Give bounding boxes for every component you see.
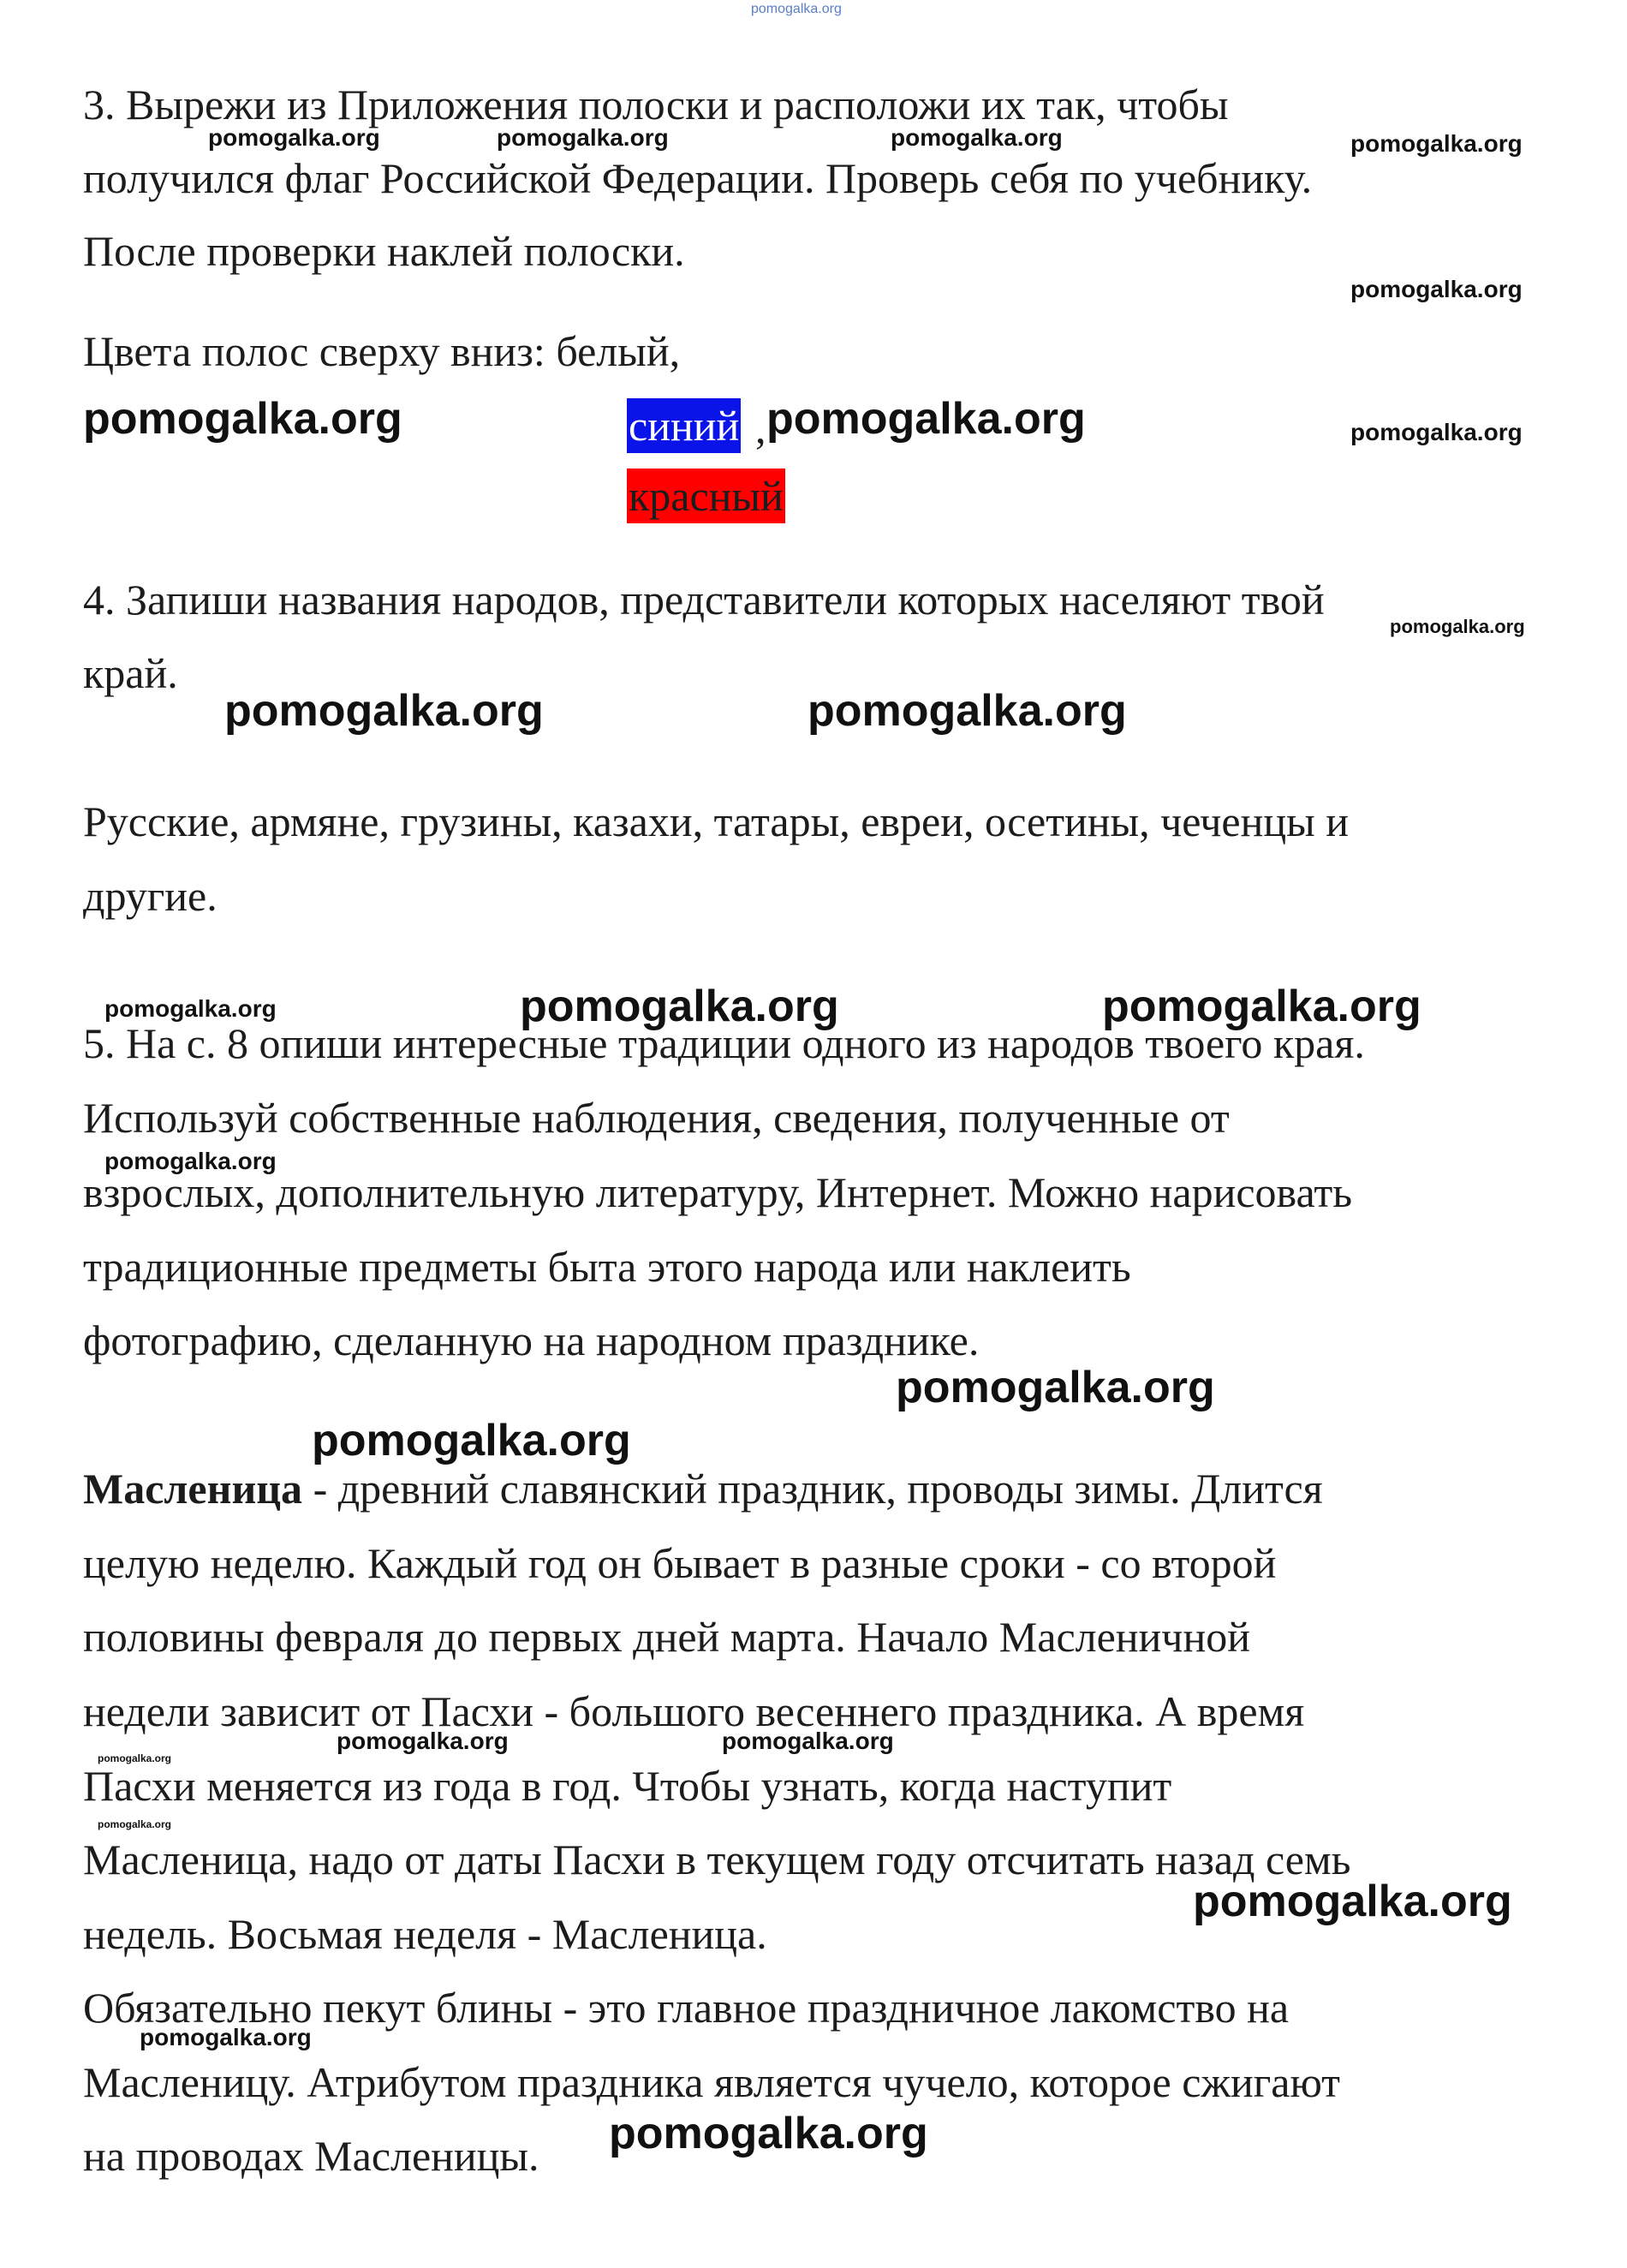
task3-answer-line: Цвета полос сверху вниз: белый, xyxy=(83,327,681,375)
watermark: pomogalka.org xyxy=(140,2024,312,2050)
watermark: pomogalka.org xyxy=(896,1363,1215,1412)
task4-answer-line-1: Русские, армяне, грузины, казахи, татары, евреи, осетины, чеченцы и xyxy=(83,797,1349,845)
watermark: pomogalka.org xyxy=(1102,982,1421,1031)
task4-line-1: 4. Запиши названия народов, представители которых населяют твой xyxy=(83,576,1325,624)
answer-line-7: недель. Восьмая неделя - Масленица. xyxy=(83,1910,767,1958)
watermark: pomogalka.org xyxy=(497,124,669,151)
watermark: pomogalka.org xyxy=(337,1728,509,1754)
answer-line-5: Пасхи меняется из года в год. Чтобы узнать, когда наступит xyxy=(83,1762,1172,1810)
comma: , xyxy=(755,404,766,452)
task4-answer-line-2: другие. xyxy=(83,872,218,920)
answer-line-9: Масленицу. Атрибутом праздника является чучело, которое сжигают xyxy=(83,2058,1340,2106)
watermark: pomogalka.org xyxy=(722,1728,894,1754)
watermark: pomogalka.org xyxy=(1350,130,1523,157)
answer-line-2: целую неделю. Каждый год он бывает в разные сроки - со второй xyxy=(83,1539,1277,1587)
answer-line-1 xyxy=(83,1463,1323,1514)
watermark: pomogalka.org xyxy=(1390,616,1525,637)
watermark: pomogalka.org xyxy=(1350,276,1523,302)
answer-line-10: на проводах Масленицы. xyxy=(83,2132,539,2180)
task5-line-3: взрослых, дополнительную литературу, Интернет. Можно нарисовать xyxy=(83,1168,1353,1216)
task5-line-4: традиционные предметы быта этого народа или наклеить xyxy=(83,1243,1131,1291)
answer-line-3: половины февраля до первых дней марта. Начало Масленичной xyxy=(83,1613,1250,1661)
watermark: pomogalka.org xyxy=(208,124,380,151)
task5-line-1: 5. На с. 8 опиши интересные традиции одного из народов твоего края. xyxy=(83,1019,1365,1067)
header-watermark: pomogalka.org xyxy=(751,2,842,16)
watermark: pomogalka.org xyxy=(104,995,277,1022)
watermark: pomogalka.org xyxy=(1350,419,1523,445)
watermark: pomogalka.org xyxy=(891,124,1063,151)
answer-line-8: Обязательно пекут блины - это главное праздничное лакомство на xyxy=(83,1984,1290,2032)
watermark: pomogalka.org xyxy=(766,394,1086,444)
task5-line-2: Используй собственные наблюдения, сведения, полученные от xyxy=(83,1094,1230,1142)
task5-line-5: фотографию, сделанную на народном празднике. xyxy=(83,1316,980,1364)
blue-stripe-label: синий xyxy=(627,398,741,453)
answer-line-4: недели зависит от Пасхи - большого весеннего праздника. А время xyxy=(83,1687,1305,1735)
watermark: pomogalka.org xyxy=(98,1818,172,1830)
watermark: pomogalka.org xyxy=(1193,1877,1512,1926)
watermark: pomogalka.org xyxy=(312,1416,631,1465)
watermark: pomogalka.org xyxy=(83,394,402,444)
answer-first-line-rest: - древний славянский праздник, проводы зимы. Длится xyxy=(302,1465,1323,1513)
task3-line-1: 3. Вырежи из Приложения полоски и расположи их так, чтобы xyxy=(83,81,1229,128)
watermark: pomogalka.org xyxy=(609,2109,928,2158)
task3-line-2: получился флаг Российской Федерации. Проверь себя по учебнику. xyxy=(83,154,1313,202)
watermark: pomogalka.org xyxy=(808,686,1127,736)
task4-line-2: край. xyxy=(83,649,178,697)
watermark: pomogalka.org xyxy=(520,982,839,1031)
watermark: pomogalka.org xyxy=(98,1752,172,1764)
answer-title: Масленица xyxy=(83,1465,303,1513)
watermark: pomogalka.org xyxy=(104,1148,277,1174)
red-stripe-label: красный xyxy=(627,469,785,523)
watermark: pomogalka.org xyxy=(224,686,544,736)
task3-line-3: После проверки наклей полоски. xyxy=(83,227,685,275)
answer-line-6: Масленица, надо от даты Пасхи в текущем году отсчитать назад семь xyxy=(83,1835,1351,1883)
